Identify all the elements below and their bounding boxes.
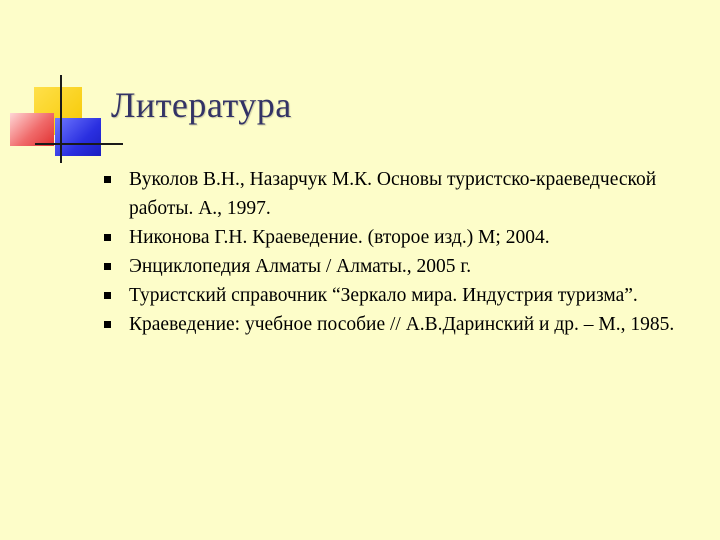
square-bullet-icon: [104, 321, 111, 328]
slide-title: Литература: [111, 85, 292, 125]
bullet-list: [104, 165, 710, 339]
list-item: [104, 310, 710, 339]
logo-horizontal-line: [35, 143, 123, 145]
list-item-text: Никонова Г.Н. Краеведение. (второе изд.) М; 2004.: [129, 227, 550, 248]
logo-red-square: [10, 113, 54, 146]
square-bullet-icon: [104, 292, 111, 299]
square-bullet-icon: [104, 176, 111, 183]
logo-vertical-line: [60, 75, 62, 163]
list-item-text: Краеведение: учебное пособие // А.В.Даринский и др. – М., 1985.: [129, 314, 675, 335]
list-item-text: Вуколов В.Н., Назарчук М.К. Основы туристско-краеведческой работы. А., 1997.: [129, 169, 657, 219]
list-item-text: Энциклопедия Алматы / Алматы., 2005 г.: [129, 256, 472, 277]
list-item: [104, 252, 710, 281]
list-item: [104, 281, 710, 310]
list-item: [104, 165, 710, 223]
square-bullet-icon: [104, 263, 111, 270]
list-item-text: Туристский справочник “Зеркало мира. Индустрия туризма”.: [129, 285, 638, 306]
square-bullet-icon: [104, 234, 111, 241]
list-item: [104, 223, 710, 252]
